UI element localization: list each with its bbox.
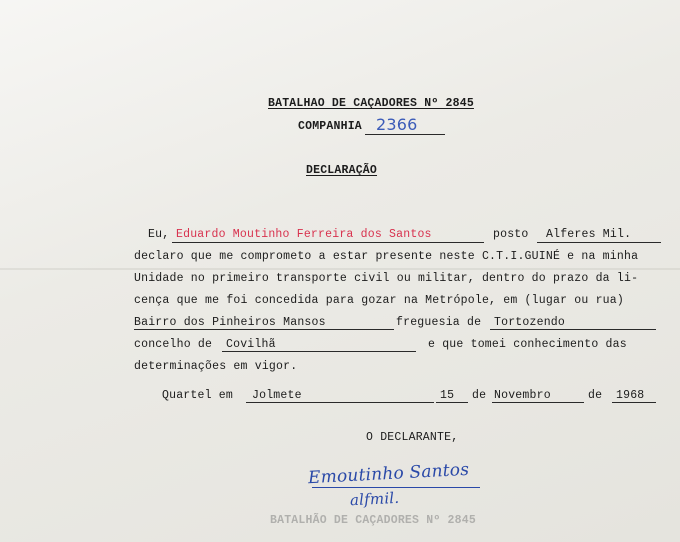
de-label-1: de [472,389,487,402]
day-value: 15 [440,389,455,402]
concelho-value: Covilhã [226,338,276,351]
battalion-heading: BATALHAO DE CAÇADORES Nº 2845 [268,97,474,110]
name-underline [172,242,484,243]
body-line-2: declaro que me comprometo a estar presente neste C.T.I.GUINÉ e na minha [134,250,639,263]
quartel-label: Quartel em [162,389,234,402]
posto-value: Alferes Mil. [546,228,632,241]
de-label-2: de [588,389,603,402]
paper-fold [0,268,680,270]
declarante-label: O DECLARANTE, [366,431,459,444]
body-line-3: Unidade no primeiro transporte civil ou militar, dentro do prazo da li- [134,272,639,285]
concelho-label: concelho de [134,338,213,351]
month-value: Novembro [494,389,551,402]
battalion-stamp: BATALHÃO DE CAÇADORES Nº 2845 [270,514,476,527]
year-value: 1968 [616,389,645,402]
freguesia-label: freguesia de [396,316,482,329]
declarant-name: Eduardo Moutinho Ferreira dos Santos [176,228,432,241]
posto-label: posto [493,228,529,241]
company-underline [365,134,445,135]
signature-underline [312,487,480,488]
place-value: Jolmete [252,389,302,402]
body-line-4: cença que me foi concedida para gozar na Metrópole, em (lugar ou rua) [134,294,624,307]
company-number: 2366 [376,115,418,134]
posto-underline [537,242,661,243]
signature-line-2: alfmil. [349,488,400,510]
document-title: DECLARAÇÃO [306,164,378,177]
lugar-value: Bairro dos Pinheiros Mansos [134,316,326,329]
freguesia-value: Tortozendo [494,316,566,329]
body-line-7: determinações em vigor. [134,360,298,373]
body-line-6-tail: e que tomei conhecimento das [428,338,627,351]
signature-line-1: Emoutinho Santos [307,459,470,489]
company-label: COMPANHIA [298,120,362,133]
eu-label: Eu, [148,228,170,241]
